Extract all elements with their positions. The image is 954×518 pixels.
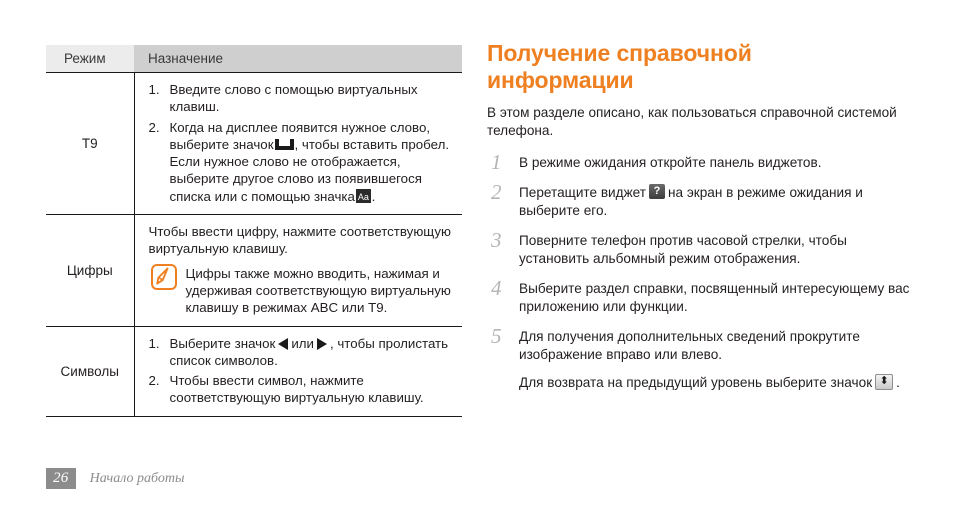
note-text: Цифры также можно вводить, нажимая и удерживая соответствующую виртуальную клавишу в режимах ABC или T9.: [185, 265, 451, 316]
step-number: 4: [491, 275, 502, 300]
section-step-3: [487, 227, 917, 269]
step-text-end: .: [371, 188, 376, 204]
step-text-continued: на экран в режиме ожидания и выберите его.: [519, 184, 863, 218]
step-text: Поверните телефон против часовой стрелки, чтобы установить альбомный режим отображения.: [519, 232, 847, 266]
page-title: [487, 40, 917, 94]
section-step-4: [487, 275, 917, 317]
step-text: Выберите раздел справки, посвященный интересующему вас приложению или функции.: [519, 280, 910, 314]
substep-text: Для возврата на предыдущий уровень выберите значок: [519, 374, 873, 390]
table-row: [46, 73, 462, 215]
page-title-line2: информации: [487, 67, 634, 93]
left-column: [46, 45, 462, 417]
step-number: 2: [491, 179, 502, 204]
table-header-description: Назначение: [134, 45, 462, 73]
t9-step-1: [149, 81, 457, 116]
step-text: В режиме ожидания откройте панель виджетов.: [519, 155, 822, 170]
step-number: 5: [491, 323, 502, 348]
step-number: 2.: [148, 373, 160, 389]
page-footer: [46, 468, 184, 489]
step-text: Для получения дополнительных сведений прокрутите изображение вправо или влево.: [519, 328, 860, 362]
row-description-digits: [134, 215, 462, 326]
step-text-mid: или: [291, 335, 314, 351]
back-arrow-icon: ⬍: [875, 374, 893, 390]
step-text-continued: , чтобы вставить пробел. Если нужное слово не отображается, выберите другое слово из появившегося списка или с помощью значка: [169, 136, 450, 204]
t9-step-list: [149, 81, 457, 205]
row-description-t9: [134, 73, 462, 215]
table-row: [46, 326, 462, 416]
footer-section-label: Начало работы: [89, 470, 185, 486]
right-column: [487, 40, 917, 392]
step-text: Перетащите виджет: [519, 184, 646, 200]
step-text: Когда на дисплее появится нужное слово, выберите значок: [169, 119, 431, 152]
step-text: Выберите значок: [169, 335, 276, 351]
step-number: 3: [491, 227, 502, 252]
digits-note: [149, 264, 457, 317]
space-bar-key-icon: [275, 139, 294, 150]
step-text: Введите слово с помощью виртуальных клавиш.: [169, 82, 418, 115]
step-number: 2.: [148, 119, 160, 135]
step-number: 1: [491, 150, 502, 174]
input-mode-table: [46, 45, 462, 417]
aa-key-icon: Аа: [356, 189, 371, 203]
section-lead-text: В этом разделе описано, как пользоваться справочной системой телефона.: [487, 105, 897, 138]
triangle-left-icon: [278, 338, 288, 350]
section-step-5-substep: [519, 374, 917, 393]
triangle-right-icon: [317, 338, 327, 350]
section-step-1: [487, 150, 917, 174]
t9-step-2: [149, 119, 457, 205]
table-header-row: [46, 45, 462, 73]
row-mode-label-symbols: Символы: [46, 326, 134, 416]
symbols-step-2: [149, 372, 457, 407]
step-number: 1.: [148, 82, 160, 97]
note-pen-icon: [151, 264, 177, 290]
digits-intro-text: Чтобы ввести цифру, нажмите соответствующую виртуальную клавишу.: [148, 224, 452, 257]
help-widget-icon: ?: [649, 184, 665, 199]
section-step-2: [487, 179, 917, 221]
symbols-step-1: [149, 335, 457, 370]
step-number: 1.: [148, 335, 160, 351]
symbols-step-list: [149, 335, 457, 407]
row-description-symbols: [134, 326, 462, 416]
table-row: [46, 215, 462, 326]
row-mode-label-digits: Цифры: [46, 215, 134, 326]
section-step-5: [487, 323, 917, 393]
page-title-line1: Получение справочной: [487, 40, 752, 66]
row-mode-label-t9: T9: [46, 73, 134, 215]
step-text: Чтобы ввести символ, нажмите соответствующую виртуальную клавишу.: [169, 373, 424, 406]
substep-text-end: .: [896, 374, 900, 390]
section-step-list: [487, 150, 917, 392]
page-number: 26: [46, 468, 76, 489]
step-text-continued: , чтобы пролистать список символов.: [169, 335, 449, 368]
table-header-mode: Режим: [46, 45, 134, 73]
